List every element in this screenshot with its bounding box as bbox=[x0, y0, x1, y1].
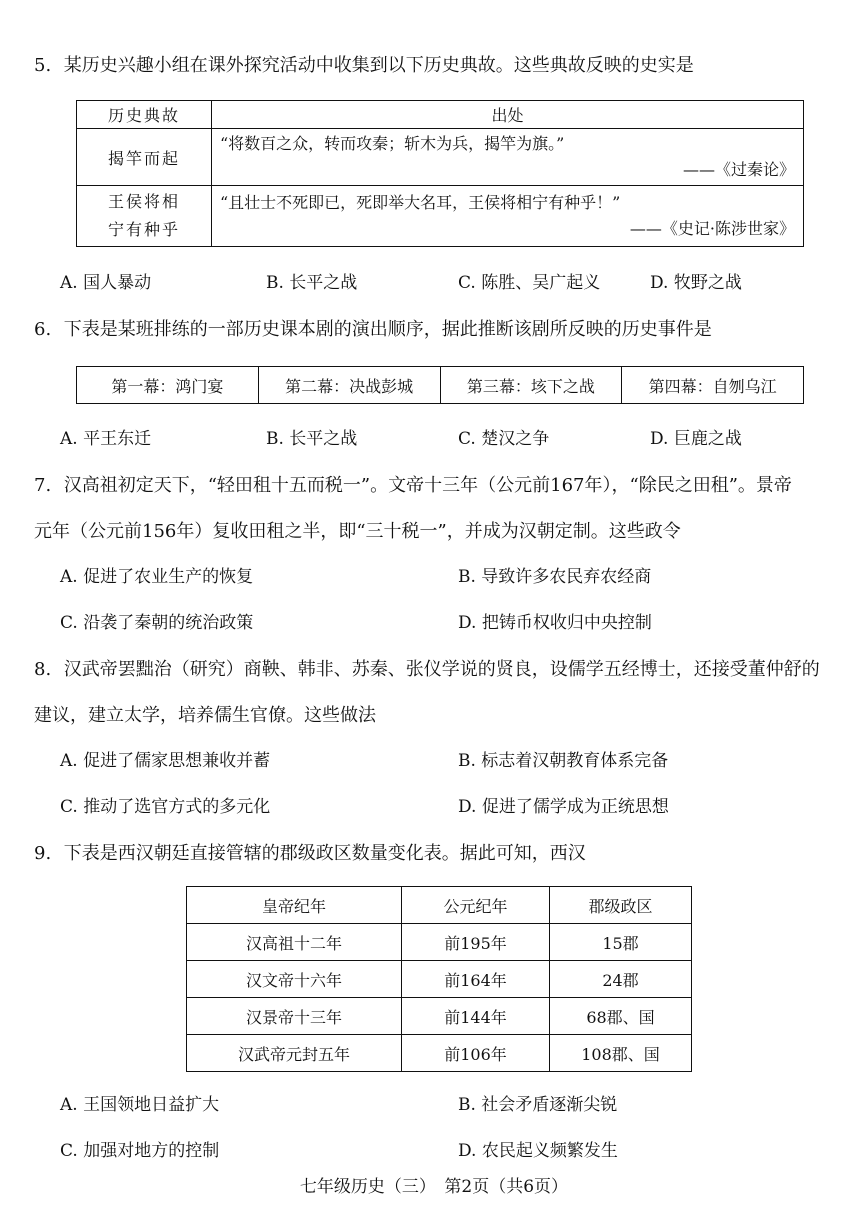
act-cell: 第四幕：自刎乌江 bbox=[622, 367, 804, 404]
question-stem: 下表是西汉朝廷直接管辖的郡级政区数量变化表。据此可知，西汉 bbox=[63, 843, 586, 864]
table-row bbox=[187, 998, 692, 1035]
option-d[interactable]: D. 把铸币权收归中央控制 bbox=[458, 613, 652, 633]
question-number: 5. bbox=[34, 55, 52, 76]
option-c[interactable]: C. 加强对地方的控制 bbox=[60, 1141, 220, 1161]
option-d[interactable]: D. 促进了儒学成为正统思想 bbox=[458, 797, 669, 817]
table-cell: 15郡 bbox=[550, 924, 692, 961]
option-c[interactable]: C. 推动了选官方式的多元化 bbox=[60, 797, 271, 817]
question-7 bbox=[34, 474, 792, 498]
option-d[interactable]: D. 巨鹿之战 bbox=[650, 429, 742, 449]
table-cell: 前164年 bbox=[402, 961, 550, 998]
option-d[interactable]: D. 农民起义频繁发生 bbox=[458, 1141, 618, 1161]
table-cell: 前195年 bbox=[402, 924, 550, 961]
table-header-cell: 郡级政区 bbox=[550, 887, 692, 924]
table-cell: 前144年 bbox=[402, 998, 550, 1035]
table-row bbox=[187, 924, 692, 961]
table-row bbox=[77, 367, 804, 404]
commandery-table bbox=[186, 886, 692, 1072]
question-stem-line: 建议，建立太学，培养儒生官僚。这些做法 bbox=[34, 705, 376, 726]
option-b[interactable]: B. 社会矛盾逐渐尖锐 bbox=[458, 1095, 618, 1115]
table-row bbox=[187, 1035, 692, 1072]
option-b[interactable]: B. 标志着汉朝教育体系完备 bbox=[458, 751, 669, 771]
act-cell: 第一幕：鸿门宴 bbox=[77, 367, 259, 404]
table-row bbox=[187, 961, 692, 998]
quote-source: ——《史记·陈涉世家》 bbox=[629, 219, 795, 238]
quote-text: “且壮士不死即已，死即举大名耳，王侯将相宁有种乎！” bbox=[220, 193, 621, 212]
option-c[interactable]: C. 陈胜、吴广起义 bbox=[458, 273, 601, 293]
question-6 bbox=[34, 318, 712, 342]
allusion-line: 宁有种乎 bbox=[107, 220, 180, 239]
table-header-row bbox=[187, 887, 692, 924]
table-header-cell: 皇帝纪年 bbox=[187, 887, 402, 924]
question-number: 6. bbox=[34, 319, 52, 340]
question-stem: 某历史兴趣小组在课外探究活动中收集到以下历史典故。这些典故反映的史实是 bbox=[63, 55, 694, 76]
question-8 bbox=[34, 658, 820, 682]
question-number: 7. bbox=[34, 475, 52, 496]
question-stem: 下表是某班排练的一部历史课本剧的演出顺序，据此推断该剧所反映的历史事件是 bbox=[63, 319, 712, 340]
option-d[interactable]: D. 牧野之战 bbox=[650, 273, 742, 293]
table-cell: 68郡、国 bbox=[550, 998, 692, 1035]
page-footer: 七年级历史（三） 第2页（共6页） bbox=[299, 1177, 569, 1197]
option-b[interactable]: B. 长平之战 bbox=[266, 273, 358, 293]
allusion-line: 王侯将相 bbox=[107, 192, 180, 211]
option-b[interactable]: B. 长平之战 bbox=[266, 429, 358, 449]
option-c[interactable]: C. 楚汉之争 bbox=[458, 429, 550, 449]
question-stem-line: 汉高祖初定天下，“轻田租十五而税一”。文帝十三年（公元前167年），“除民之田租”。景帝 bbox=[63, 475, 792, 496]
option-b[interactable]: B. 导致许多农民弃农经商 bbox=[458, 567, 652, 587]
option-a[interactable]: A. 促进了农业生产的恢复 bbox=[60, 567, 254, 587]
quote-cell bbox=[212, 186, 804, 247]
acts-table bbox=[76, 366, 804, 404]
quote-source: ——《过秦论》 bbox=[682, 160, 795, 179]
table-row bbox=[77, 186, 804, 247]
option-a[interactable]: A. 王国领地日益扩大 bbox=[60, 1095, 220, 1115]
quote-text: “将数百之众，转而攻秦；斩木为兵，揭竿为旗。” bbox=[220, 134, 565, 153]
table-header-cell: 公元纪年 bbox=[402, 887, 550, 924]
act-cell: 第三幕：垓下之战 bbox=[440, 367, 622, 404]
table-cell: 汉文帝十六年 bbox=[187, 961, 402, 998]
question-number: 9. bbox=[34, 843, 52, 864]
table-cell: 108郡、国 bbox=[550, 1035, 692, 1072]
allusion-cell bbox=[77, 186, 212, 247]
act-cell: 第二幕：决战彭城 bbox=[258, 367, 440, 404]
option-a[interactable]: A. 国人暴动 bbox=[60, 273, 152, 293]
question-stem-line: 元年（公元前156年）复收田租之半，即“三十税一”，并成为汉朝定制。这些政令 bbox=[34, 521, 681, 542]
question-9 bbox=[34, 842, 586, 866]
quote-cell bbox=[212, 129, 804, 186]
option-a[interactable]: A. 促进了儒家思想兼收并蓄 bbox=[60, 751, 271, 771]
allusion-table bbox=[76, 100, 804, 247]
table-cell: 前106年 bbox=[402, 1035, 550, 1072]
option-a[interactable]: A. 平王东迁 bbox=[60, 429, 152, 449]
table-cell: 汉景帝十三年 bbox=[187, 998, 402, 1035]
table-cell: 汉武帝元封五年 bbox=[187, 1035, 402, 1072]
option-c[interactable]: C. 沿袭了秦朝的统治政策 bbox=[60, 613, 254, 633]
question-number: 8. bbox=[34, 659, 52, 680]
table-row bbox=[77, 129, 804, 186]
table-header-cell: 历史典故 bbox=[77, 101, 212, 129]
table-cell: 24郡 bbox=[550, 961, 692, 998]
allusion-cell: 揭竿而起 bbox=[77, 129, 212, 186]
question-5 bbox=[34, 54, 694, 78]
table-header-row bbox=[77, 101, 804, 129]
table-cell: 汉高祖十二年 bbox=[187, 924, 402, 961]
question-stem-line: 汉武帝罢黜治（研究）商鞅、韩非、苏秦、张仪学说的贤良，设儒学五经博士，还接受董仲舒的 bbox=[63, 659, 820, 680]
table-header-cell: 出处 bbox=[212, 101, 804, 129]
